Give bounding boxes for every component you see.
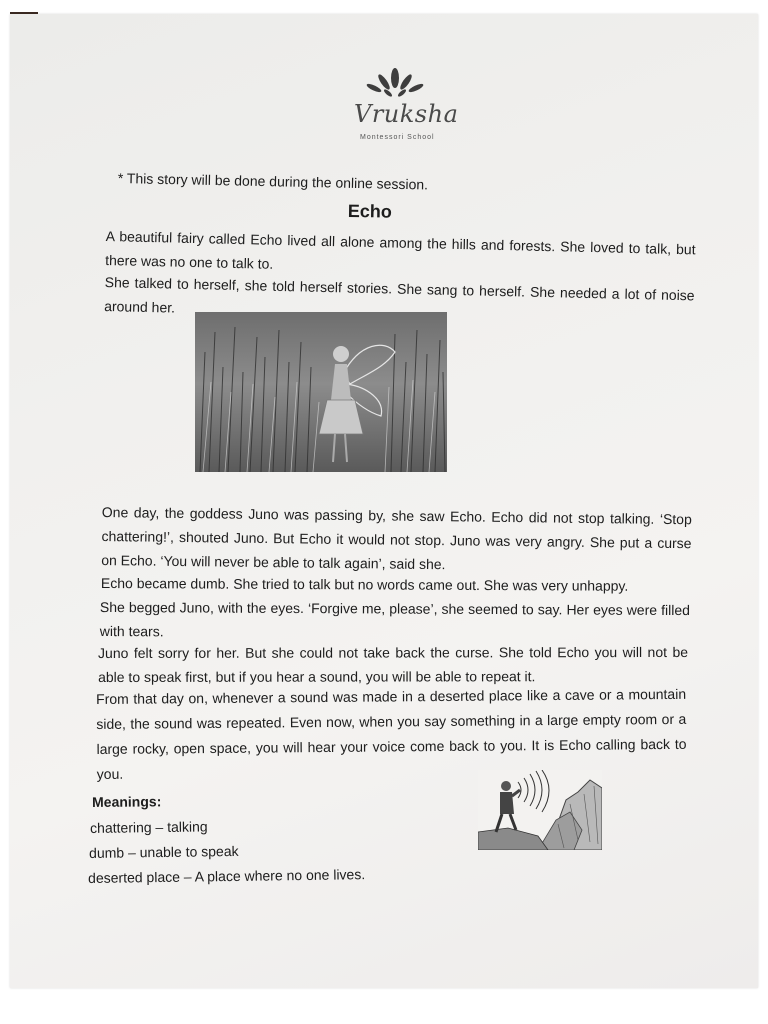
logo-subtitle: Montessori School bbox=[360, 134, 435, 141]
story-paragraph: She begged Juno, with the eyes. ‘Forgive me, please’, she seemed to say. Her eyes were filled with tears. bbox=[99, 598, 690, 640]
story-title: Echo bbox=[347, 201, 393, 222]
fairy-photo bbox=[195, 312, 447, 472]
story-paragraph: A beautiful fairy called Echo lived all alone among the hills and forests. She loved to talk, but there was no one to talk to. bbox=[105, 227, 696, 272]
school-logo bbox=[340, 66, 459, 146]
meaning-item: chattering – talking bbox=[90, 818, 208, 836]
worksheet-page bbox=[10, 14, 758, 988]
meaning-item: deserted place – A place where no one lives. bbox=[88, 866, 366, 886]
meaning-item: dumb – unable to speak bbox=[89, 842, 239, 861]
story-paragraph: Juno felt sorry for her. But she could not take back the curse. She told Echo you will not be able to speak first, but if you hear a sound, you will be able to repeat it. bbox=[98, 643, 689, 685]
echo-sketch bbox=[478, 770, 602, 850]
story-paragraph: She talked to herself, she told herself stories. She sang to herself. She needed a lot of noise around her. bbox=[104, 273, 695, 316]
story-paragraph: Echo became dumb. She tried to talk but no words came out. She was very unhappy. bbox=[100, 574, 629, 594]
story-paragraph: From that day on, whenever a sound was made in a deserted place like a cave or a mountain side, the sound was repeated. Even now, when you say something in a large empty room or a large rocky, open space, you will hear your voice come back to you. It is Echo calling back to you. bbox=[96, 685, 687, 782]
session-note: * This story will be done during the online session. bbox=[117, 170, 429, 193]
meanings-heading: Meanings: bbox=[92, 793, 162, 810]
story-paragraph: One day, the goddess Juno was passing by, she saw Echo. Echo did not stop talking. ‘Stop chattering!’, shouted Juno. But Echo it would not stop. Juno was very angry. She put a curse on Echo. ‘You will never be able to talk again’, said she. bbox=[101, 503, 692, 573]
logo-wordmark: Vruksha bbox=[354, 100, 459, 128]
